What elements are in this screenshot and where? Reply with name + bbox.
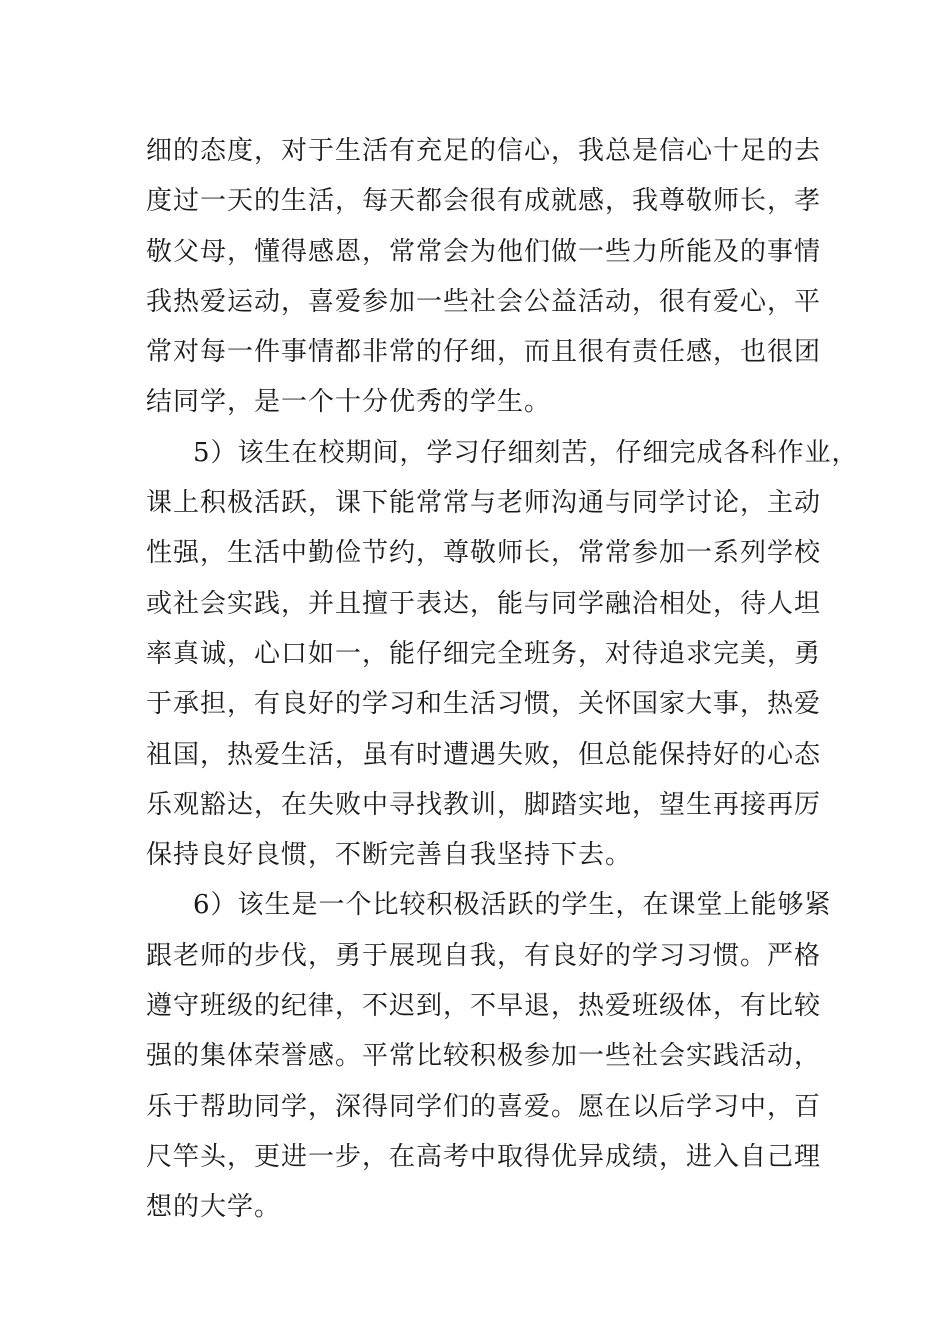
paragraph-5-line-3: 性强，生活中勤俭节约，尊敬师长，常常参加一系列学校 <box>146 538 822 569</box>
paragraph-5-line-8: 乐观豁达，在失败中寻找教训，脚踏实地，望生再接再厉 <box>146 789 822 820</box>
paragraph-4-line-5: 常对每一件事情都非常的仔细，而且很有责任感，也很团 <box>146 337 822 368</box>
paragraph-5-line-1: 5）该生在校期间，学习仔细刻苦，仔细完成各科作业， <box>193 437 859 468</box>
paragraph-6-line-7: 想的大学。 <box>146 1192 282 1223</box>
paragraph-6-line-5: 乐于帮助同学，深得同学们的喜爱。愿在以后学习中，百 <box>146 1091 822 1122</box>
paragraph-5-line-4: 或社会实践，并且擅于表达，能与同学融洽相处，待人坦 <box>146 588 822 619</box>
paragraph-4-line-3: 敬父母，懂得感恩，常常会为他们做一些力所能及的事情 <box>146 236 822 267</box>
paragraph-4-line-4: 我热爱运动，喜爱参加一些社会公益活动，很有爱心，平 <box>146 286 822 317</box>
paragraph-5-line-7: 祖国，热爱生活，虽有时遭遇失败，但总能保持好的心态 <box>146 739 822 770</box>
paragraph-4-line-2: 度过一天的生活，每天都会很有成就感，我尊敬师长，孝 <box>146 186 822 217</box>
paragraph-5-line-2: 课上积极活跃，课下能常常与老师沟通与同学讨论，主动 <box>146 488 822 519</box>
paragraph-5-line-9: 保持良好良惯，不断完善自我坚持下去。 <box>146 840 633 871</box>
paragraph-6-line-6: 尺竿头，更进一步，在高考中取得优异成绩，进入自己理 <box>146 1141 822 1172</box>
paragraph-6-line-3: 遵守班级的纪律，不迟到，不早退，热爱班级体，有比较 <box>146 991 822 1022</box>
paragraph-6-line-1: 6）该生是一个比较积极活跃的学生，在课堂上能够紧 <box>193 890 832 921</box>
paragraph-6-line-4: 强的集体荣誉感。平常比较积极参加一些社会实践活动， <box>146 1041 822 1072</box>
paragraph-4-line-1: 细的态度，对于生活有充足的信心，我总是信心十足的去 <box>146 136 822 166</box>
paragraph-4-line-6: 结同学，是一个十分优秀的学生。 <box>146 387 552 418</box>
document-body <box>146 126 859 1233</box>
paragraph-5-line-5: 率真诚，心口如一，能仔细完全班务，对待追求完美，勇 <box>146 638 822 669</box>
paragraph-5-line-6: 于承担，有良好的学习和生活习惯，关怀国家大事，热爱 <box>146 689 822 720</box>
paragraph-6-line-2: 跟老师的步伐，勇于展现自我，有良好的学习习惯。严格 <box>146 940 822 971</box>
